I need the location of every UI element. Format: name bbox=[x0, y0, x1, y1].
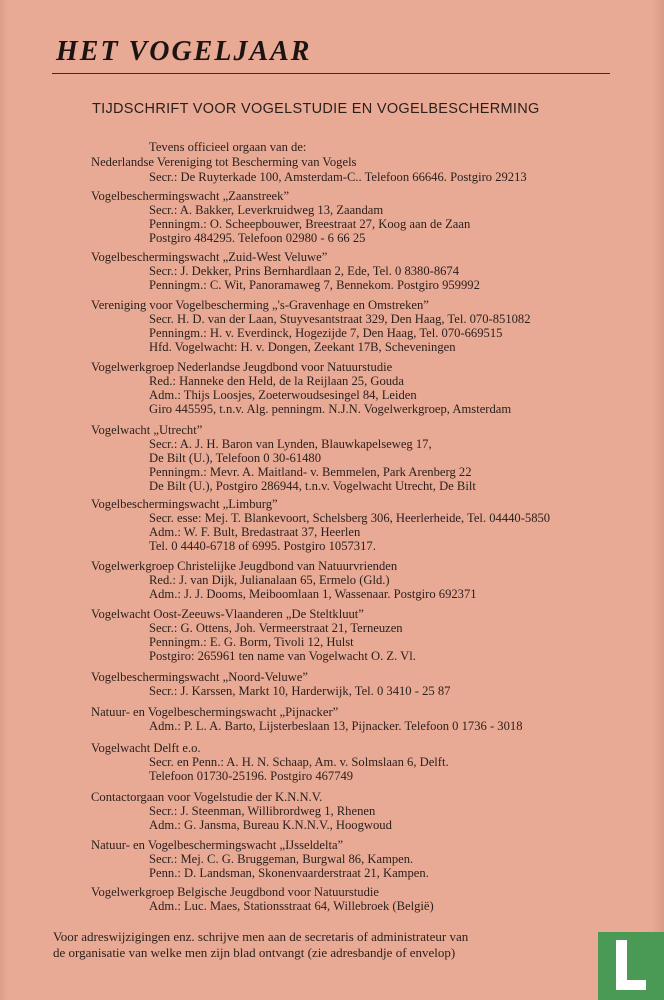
section-detail-line: Adm.: W. F. Bult, Bredastraat 37, Heerlen bbox=[149, 525, 361, 539]
section-detail-line: Secr.: De Ruyterkade 100, Amsterdam-C.. Telefoon 66646. Postgiro 29213 bbox=[149, 170, 527, 184]
title-rule bbox=[52, 73, 610, 74]
footer-line-1: Voor adreswijzigingen enz. schrijve men aan de secretaris of administrateur van bbox=[53, 929, 469, 944]
section-detail-line: Hfd. Vogelwacht: H. v. Dongen, Zeekant 17B, Scheveningen bbox=[149, 340, 456, 354]
section-detail-line: Adm.: G. Jansma, Bureau K.N.N.V., Hoogwoud bbox=[149, 818, 392, 832]
section-detail-line: Postgiro: 265961 ten name van Vogelwacht O. Z. Vl. bbox=[149, 649, 416, 663]
section-detail-line: Tel. 0 4440-6718 of 6995. Postgiro 1057317. bbox=[149, 539, 376, 553]
section-title: Nederlandse Vereniging tot Bescherming van Vogels bbox=[91, 155, 357, 169]
section-detail-line: De Bilt (U.), Postgiro 286944, t.n.v. Vogelwacht Utrecht, De Bilt bbox=[149, 479, 476, 493]
section-detail-line: Adm.: P. L. A. Barto, Lijsterbeslaan 13, Pijnacker. Telefoon 0 1736 - 3018 bbox=[149, 719, 523, 733]
l-letter-icon bbox=[616, 940, 646, 990]
section-intro: Tevens officieel orgaan van de: bbox=[149, 140, 307, 154]
section-detail-line: Penn.: D. Landsman, Skonenvaarderstraat 21, Kampen. bbox=[149, 866, 429, 880]
section-detail-line: Red.: J. van Dijk, Julianalaan 65, Ermelo (Gld.) bbox=[149, 573, 390, 587]
section-title: Vogelbeschermingswacht „Limburg” bbox=[91, 497, 278, 511]
section-detail-line: Secr.: J. Dekker, Prins Bernhardlaan 2, Ede, Tel. 0 8380-8674 bbox=[149, 264, 460, 278]
section-detail-line: Secr. H. D. van der Laan, Stuyvesantstraat 329, Den Haag, Tel. 070-851082 bbox=[149, 312, 531, 326]
section-title: Vogelwacht Delft e.o. bbox=[91, 741, 201, 755]
section-detail-line: Telefoon 01730-25196. Postgiro 467749 bbox=[149, 769, 354, 783]
section-detail-line: Adm.: Thijs Loosjes, Zoeterwoudsesingel 84, Leiden bbox=[149, 388, 417, 402]
section-detail-line: Secr.: J. Karssen, Markt 10, Harderwijk, Tel. 0 3410 - 25 87 bbox=[149, 684, 451, 698]
section-detail-line: Penningm.: H. v. Everdinck, Hogezijde 7, Den Haag, Tel. 070-669515 bbox=[149, 326, 503, 340]
section-title: Vogelwerkgroep Belgische Jeugdbond voor Natuurstudie bbox=[91, 885, 379, 899]
section-detail-line: Red.: Hanneke den Held, de la Reijlaan 25, Gouda bbox=[149, 374, 404, 388]
section-title: Vereniging voor Vogelbescherming „'s-Gravenhage en Omstreken” bbox=[91, 298, 429, 312]
section-detail-line: Secr. esse: Mej. T. Blankevoort, Schelsberg 306, Heerlerheide, Tel. 04440-5850 bbox=[149, 511, 551, 525]
section-detail-line: Secr.: J. Steenman, Willibrordweg 1, Rhenen bbox=[149, 804, 376, 818]
section-title: Natuur- en Vogelbeschermingswacht „Pijnacker” bbox=[91, 705, 339, 719]
section-detail-line: Adm.: Luc. Maes, Stationsstraat 64, Willebroek (België) bbox=[149, 899, 434, 913]
section-title: Vogelbeschermingswacht „Zuid-West Veluwe” bbox=[91, 250, 328, 264]
section-detail-line: Postgiro 484295. Telefoon 02980 - 6 66 25 bbox=[149, 231, 366, 245]
page-subtitle: TIJDSCHRIFT VOOR VOGELSTUDIE EN VOGELBESCHERMING bbox=[92, 101, 540, 117]
publisher-logo bbox=[598, 932, 664, 1000]
section-title: Natuur- en Vogelbeschermingswacht „IJsseldelta” bbox=[91, 838, 344, 852]
section-detail-line: Adm.: J. J. Dooms, Meiboomlaan 1, Wassenaar. Postgiro 692371 bbox=[149, 587, 477, 601]
section-detail-line: Secr.: A. J. H. Baron van Lynden, Blauwkapelseweg 17, bbox=[149, 437, 432, 451]
section-title: Vogelbeschermingswacht „Noord-Veluwe” bbox=[91, 670, 308, 684]
section-detail-line: Giro 445595, t.n.v. Alg. penningm. N.J.N. Vogelwerkgroep, Amsterdam bbox=[149, 402, 512, 416]
footer-line-2: de organisatie van welke men zijn blad ontvangt (zie adresbandje of envelop) bbox=[53, 945, 456, 960]
section-title: Vogelwacht Oost-Zeeuws-Vlaanderen „De Steltkluut” bbox=[91, 607, 364, 621]
section-detail-line: Penningm.: C. Wit, Panoramaweg 7, Bennekom. Postgiro 959992 bbox=[149, 278, 480, 292]
section-detail-line: De Bilt (U.), Telefoon 0 30-61480 bbox=[149, 451, 322, 465]
section-title: Vogelbeschermingswacht „Zaanstreek” bbox=[91, 189, 290, 203]
section-title: Vogelwerkgroep Christelijke Jeugdbond van Natuurvrienden bbox=[91, 559, 398, 573]
section-detail-line: Secr.: Mej. C. G. Bruggeman, Burgwal 86, Kampen. bbox=[149, 852, 414, 866]
section-title: Contactorgaan voor Vogelstudie der K.N.N.V. bbox=[91, 790, 323, 804]
section-detail-line: Secr.: A. Bakker, Leverkruidweg 13, Zaandam bbox=[149, 203, 384, 217]
section-detail-line: Secr. en Penn.: A. H. N. Schaap, Am. v. Solmslaan 6, Delft. bbox=[149, 755, 449, 769]
section-detail-line: Secr.: G. Ottens, Joh. Vermeerstraat 21, Terneuzen bbox=[149, 621, 403, 635]
section-detail-line: Penningm.: Mevr. A. Maitland- v. Bemmelen, Park Arenberg 22 bbox=[149, 465, 472, 479]
section-title: Vogelwacht „Utrecht” bbox=[91, 423, 203, 437]
section-detail-line: Penningm.: E. G. Borm, Tivoli 12, Hulst bbox=[149, 635, 354, 649]
section-title: Vogelwerkgroep Nederlandse Jeugdbond voor Natuurstudie bbox=[91, 360, 393, 374]
section-detail-line: Penningm.: O. Scheepbouwer, Breestraat 27, Koog aan de Zaan bbox=[149, 217, 471, 231]
page-title: HET VOGELJAAR bbox=[56, 36, 312, 67]
